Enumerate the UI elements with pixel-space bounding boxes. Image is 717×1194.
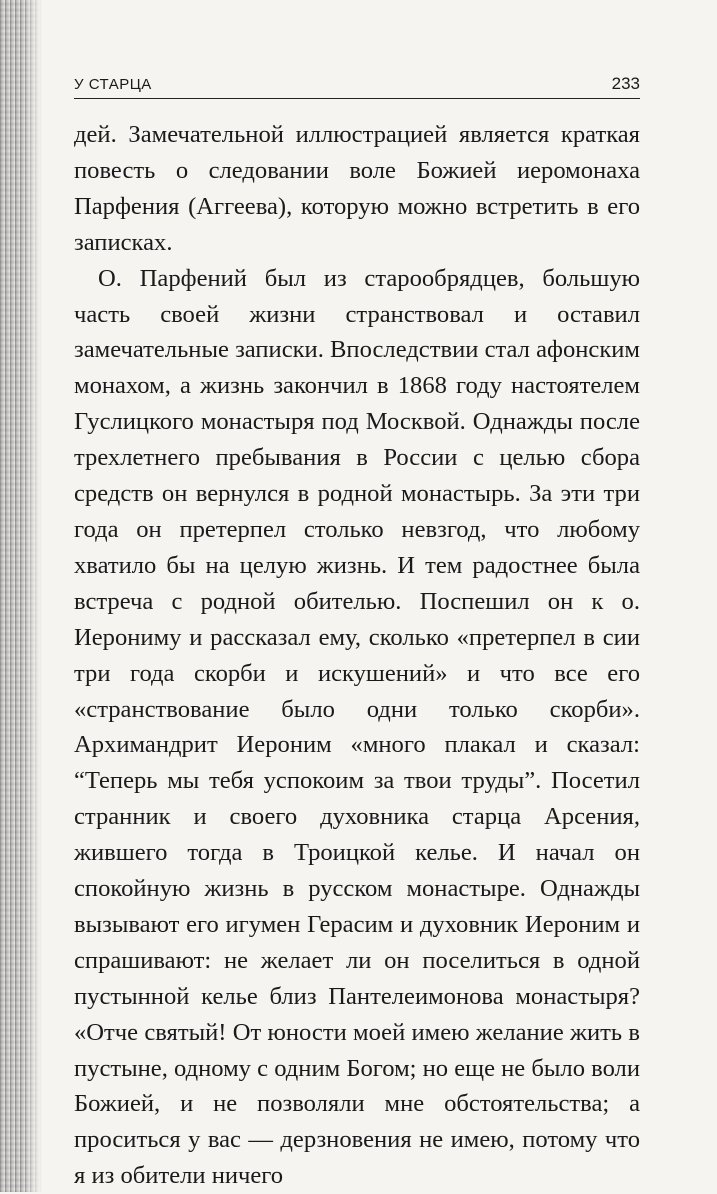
- paragraph: дей. Замечательной иллюстрацией является краткая повесть о следовании воле Божией иеромонаха Парфения (Аггеева), которую можно встретить в его записках.: [74, 121, 640, 256]
- paragraph: О. Парфений был из старообрядцев, большую часть своей жизни странствовал и оставил замечательные записки. Впоследствии стал афонским монахом, а жизнь закончил в 1868 году настоятелем Гуслицкого монастыря под Москвой. Однажды после трехлетнего пребывания в России с целью сбора средств он вернулся в родной монастырь. За эти три года он претерпел столько невзгод, что любому хватило бы на целую жизнь. И тем радостнее была встреча с родной обителью. Поспешил он к о. Иерониму и рассказал ему, сколько «претерпел в сии три года скорби и искушений» и что все его «странствование было одни только скорби». Архимандрит Иероним «много плакал и сказал: “Теперь мы тебя успокоим за твои труды”. Посетил странник и своего духовника старца Арсения, жившего тогда в Троицкой келье. И начал он спокойную жизнь в русском монастыре. Однажды вызывают его игумен Герасим и духовник Иероним и спрашивают: не желает ли он поселиться в одной пустынной келье близ Пантелеимонова монастыря? «Отче святый! От юности моей имею желание жить в пустыне, одному с одним Богом; но еще не было воли Божией, и не позволяли мне обстоятельства; а проситься у вас — дерзновения не имею, потому что я из обители ничего: [74, 264, 640, 1190]
- page-number: 233: [611, 74, 640, 93]
- running-title: У СТАРЦА: [74, 76, 152, 93]
- page-gutter-shadow: [0, 0, 42, 1192]
- body-text: [74, 117, 640, 1194]
- running-header: [74, 74, 640, 99]
